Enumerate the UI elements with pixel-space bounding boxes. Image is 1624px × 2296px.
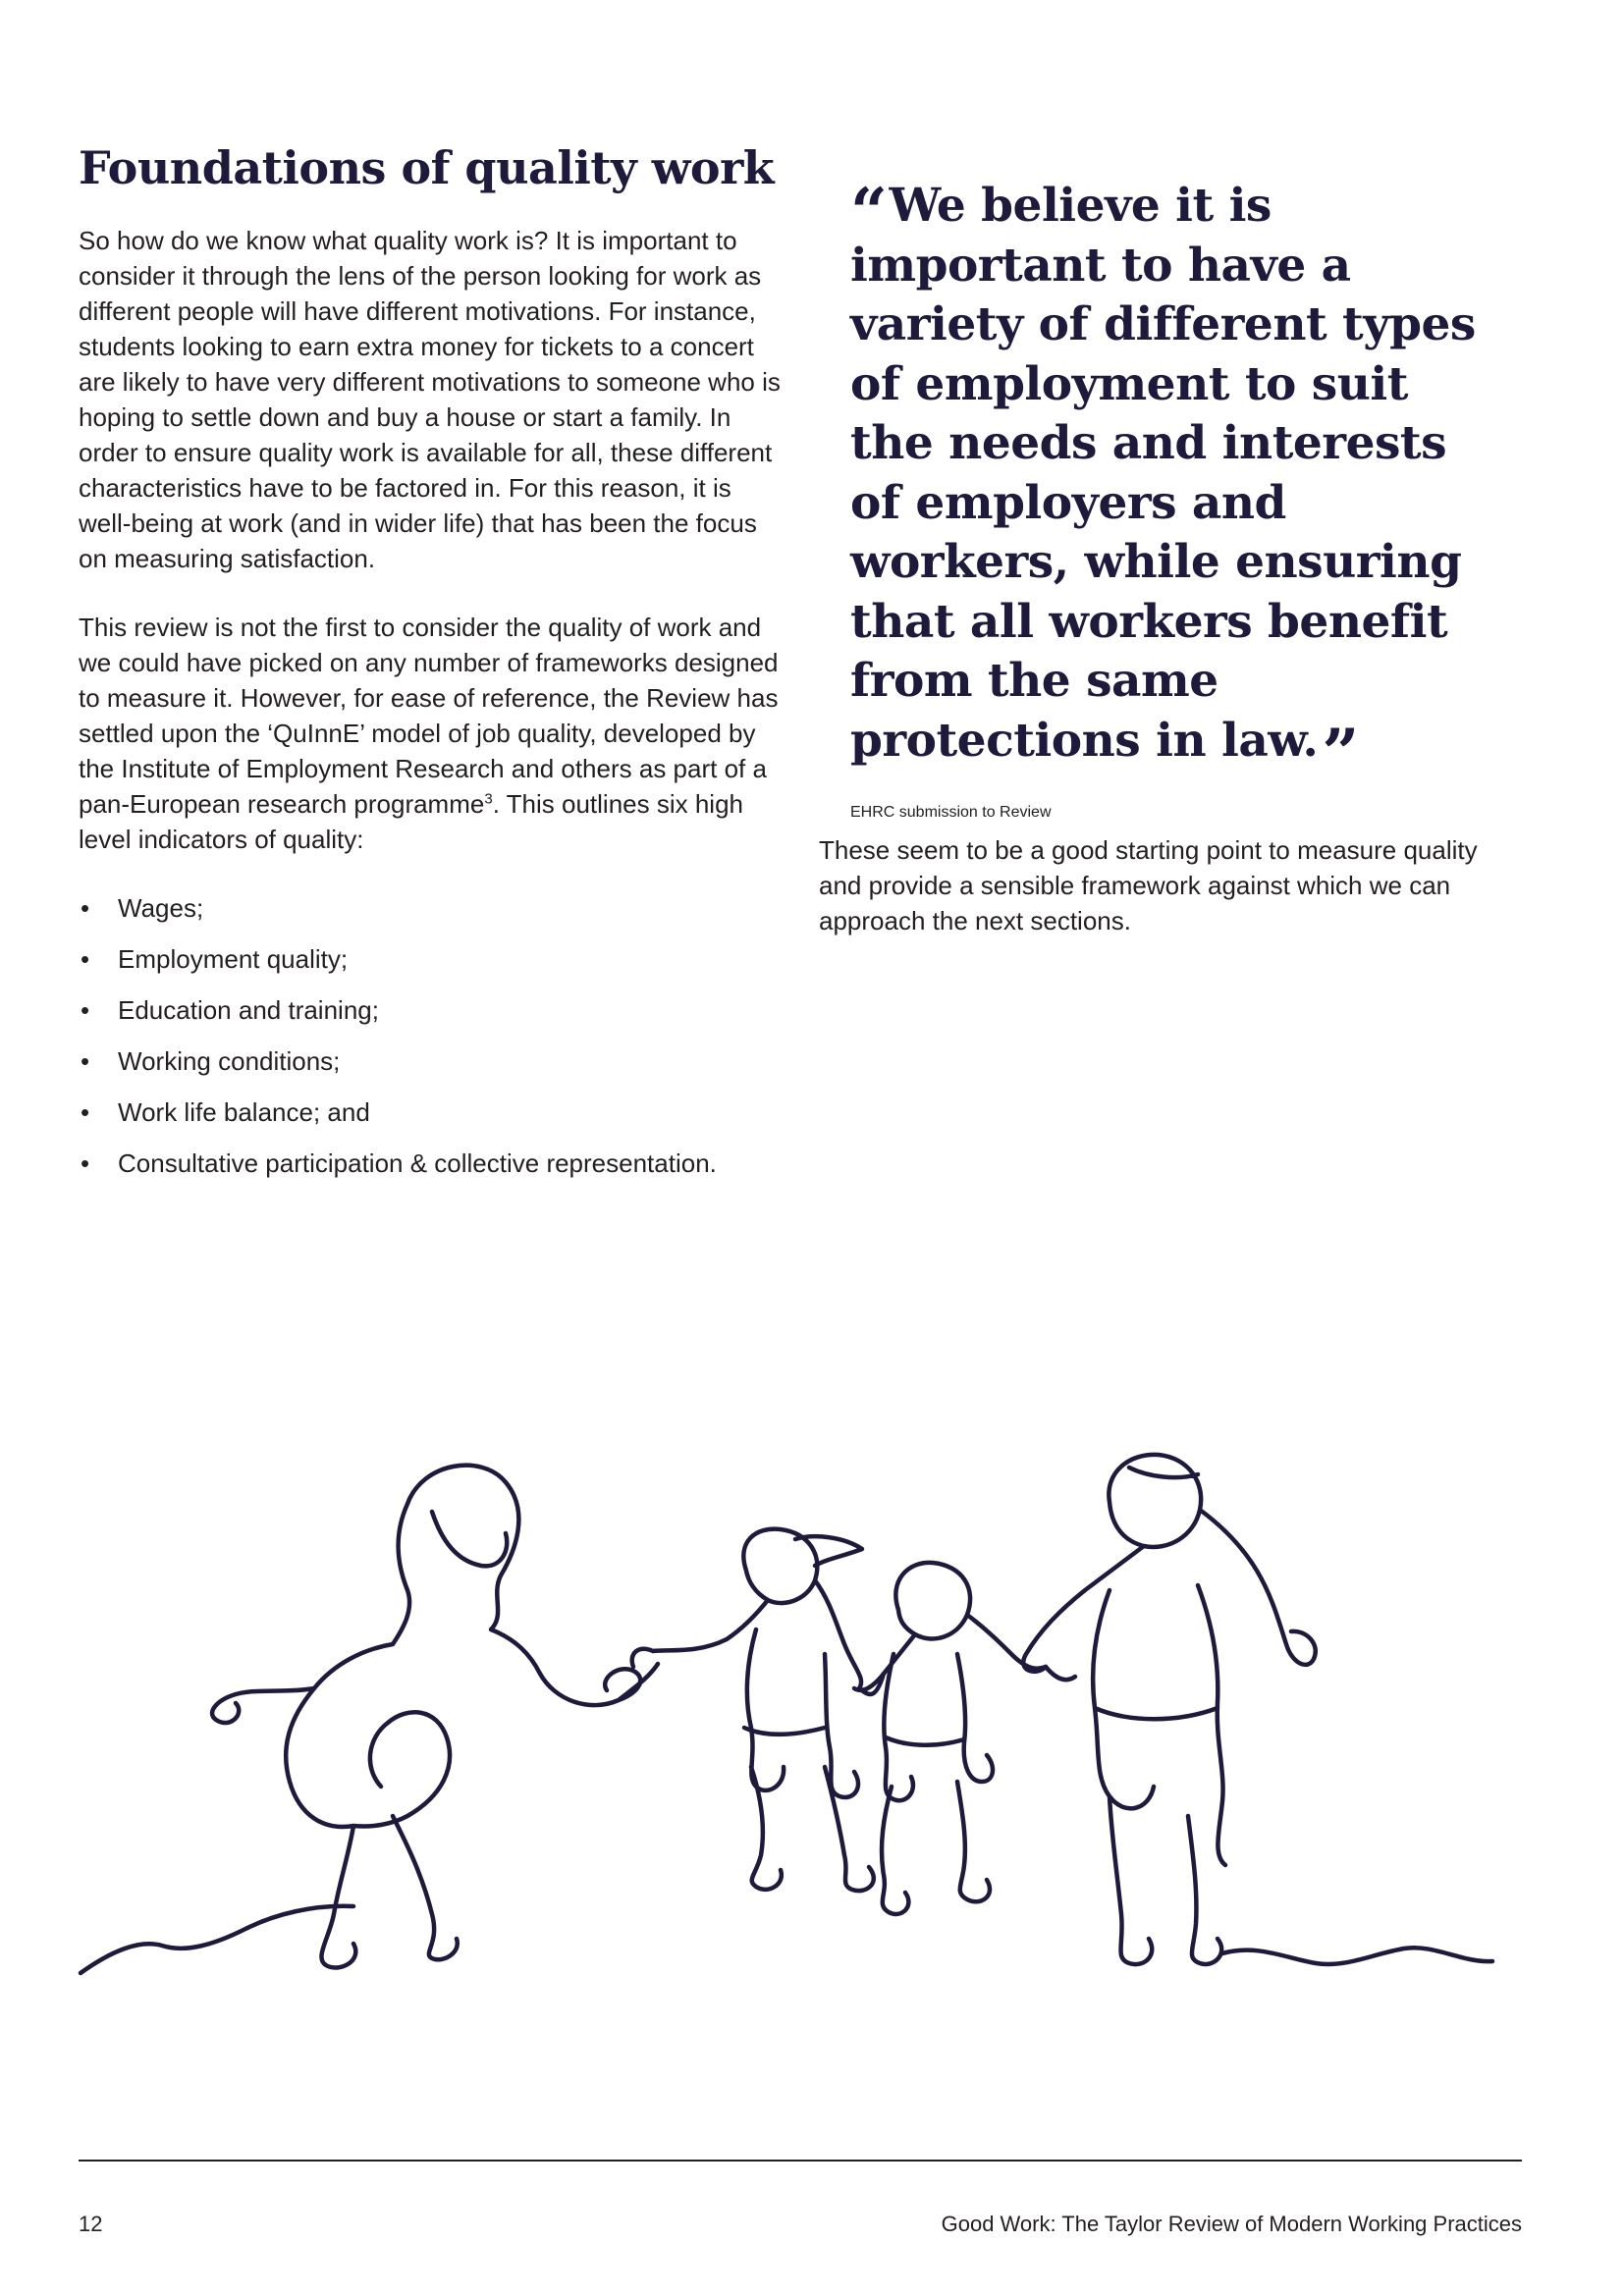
list-item-text: Work life balance; and xyxy=(118,1097,370,1127)
quality-indicator-list xyxy=(79,890,785,1181)
left-column xyxy=(79,223,785,1197)
section-heading: Foundations of quality work xyxy=(79,141,775,194)
body-paragraph-2 xyxy=(79,610,785,857)
list-item-text: Education and training; xyxy=(118,995,379,1025)
holding-hands xyxy=(619,1649,1075,1700)
bullet-icon: • xyxy=(81,944,90,974)
list-item xyxy=(79,890,785,926)
pull-quote xyxy=(850,174,1498,822)
bullet-icon: • xyxy=(81,995,90,1025)
list-item xyxy=(79,1043,785,1079)
bullet-icon: • xyxy=(81,1097,90,1127)
bullet-icon: • xyxy=(81,1148,90,1178)
list-item-text: Consultative participation & collective representation. xyxy=(118,1148,717,1178)
right-column-paragraph: These seem to be a good starting point to measure quality and provide a sensible framework against which we can approach the next sections. xyxy=(819,835,1478,935)
footnote-ref[interactable]: 3 xyxy=(484,790,493,808)
bullet-icon: • xyxy=(81,1046,90,1076)
body-paragraph-2-end: . This outlines six high level indicators of quality: xyxy=(79,789,744,854)
list-item-text: Working conditions; xyxy=(118,1046,341,1076)
pull-quote-text-block xyxy=(850,174,1498,791)
family-line-art-illustration xyxy=(69,1443,1542,2091)
list-item-text: Employment quality; xyxy=(118,944,349,974)
publication-title: Good Work: The Taylor Review of Modern Working Practices xyxy=(941,2212,1522,2236)
page-number: 12 xyxy=(79,2212,103,2236)
open-quote-icon: “ xyxy=(850,174,888,250)
body-paragraph-2-text: This review is not the first to consider the quality of work and we could have picked on any number of frameworks designed to measure it. However, for ease of reference, the Review has settled upon the ‘QuInnE’ model of job quality, developed by the Institute of Employment Research and others as part of a pan-European research programme xyxy=(79,613,779,819)
close-quote-icon: ” xyxy=(1322,714,1359,791)
list-item-text: Wages; xyxy=(118,893,204,923)
ground-line-right xyxy=(1222,1948,1492,1964)
child-two-figure xyxy=(854,1563,1046,1914)
woman-figure xyxy=(212,1466,640,1968)
man-figure xyxy=(1023,1455,1315,1964)
bullet-icon: • xyxy=(81,893,90,923)
list-item xyxy=(79,1146,785,1181)
body-paragraph-1: So how do we know what quality work is? It is important to consider it through the lens of the person looking for work as different people will have different motivations. For instance, students looking to earn extra money for tickets to a concert are likely to have very different motivations to someone who is hoping to settle down and buy a house or start a family. In order to ensure quality work is available for all, these different characteristics have to be factored in. For this reason, it is well-being at work (and in wider life) that has been the focus on measuring satisfaction. xyxy=(79,226,781,573)
ground-line-left xyxy=(81,1906,353,1973)
list-item xyxy=(79,941,785,977)
quote-attribution: EHRC submission to Review xyxy=(850,804,1052,821)
footer-divider xyxy=(79,2160,1522,2162)
pull-quote-text: We believe it is important to have a variety of different types of employment to suit the needs and interests of employers and workers, while ensuring that all workers benefit from the same protections in law. xyxy=(850,179,1476,768)
child-one-figure xyxy=(653,1529,874,1892)
list-item xyxy=(79,1095,785,1130)
list-item xyxy=(79,992,785,1028)
